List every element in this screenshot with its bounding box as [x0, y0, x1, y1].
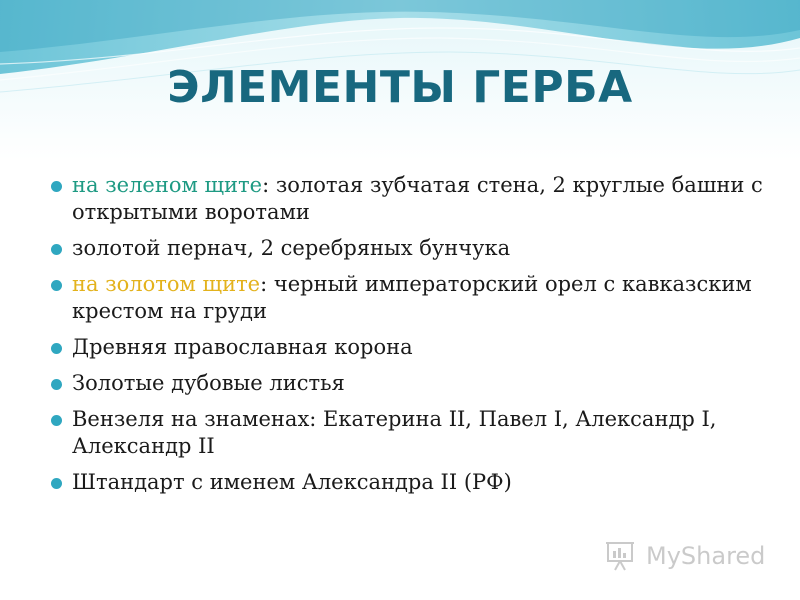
bullet-item [48, 271, 768, 325]
bullet-item [48, 172, 768, 226]
bullet-item [48, 370, 768, 397]
watermark-text: MyShared [646, 542, 766, 570]
bullet-text: Древняя православная корона [72, 335, 413, 359]
bullet-text: Вензеля на знаменах: Екатерина II, Павел I, Александр I, Александр II [72, 407, 717, 458]
bullet-highlight: на золотом щите [72, 272, 261, 296]
watermark [606, 536, 765, 576]
bullet-text: : золотая зубчатая стена, 2 круглые башни с открытыми воротами [72, 173, 763, 224]
bullet-dot-icon [51, 415, 62, 426]
bullet-item [48, 469, 768, 496]
bullet-text: : черный императорский орел с кавказским крестом на груди [72, 272, 752, 323]
bullet-dot-icon [51, 379, 62, 390]
bullet-item [48, 406, 768, 460]
bullet-dot-icon [51, 244, 62, 255]
bullet-item [48, 235, 768, 262]
bullet-dot-icon [51, 478, 62, 489]
bullet-dot-icon [51, 343, 62, 354]
bullet-text: золотой пернач, 2 серебряных бунчука [72, 236, 511, 260]
bullet-item [48, 334, 768, 361]
bullet-highlight: на зеленом щите [72, 173, 263, 197]
bullet-text: Золотые дубовые листья [72, 371, 345, 395]
bullet-list [48, 172, 768, 505]
bullet-dot-icon [51, 280, 62, 291]
presentation-board-icon [606, 540, 642, 572]
slide-title: ЭЛЕМЕНТЫ ГЕРБА [167, 62, 633, 113]
bullet-text: Штандарт с именем Александра II (РФ) [72, 470, 512, 494]
bullet-dot-icon [51, 181, 62, 192]
